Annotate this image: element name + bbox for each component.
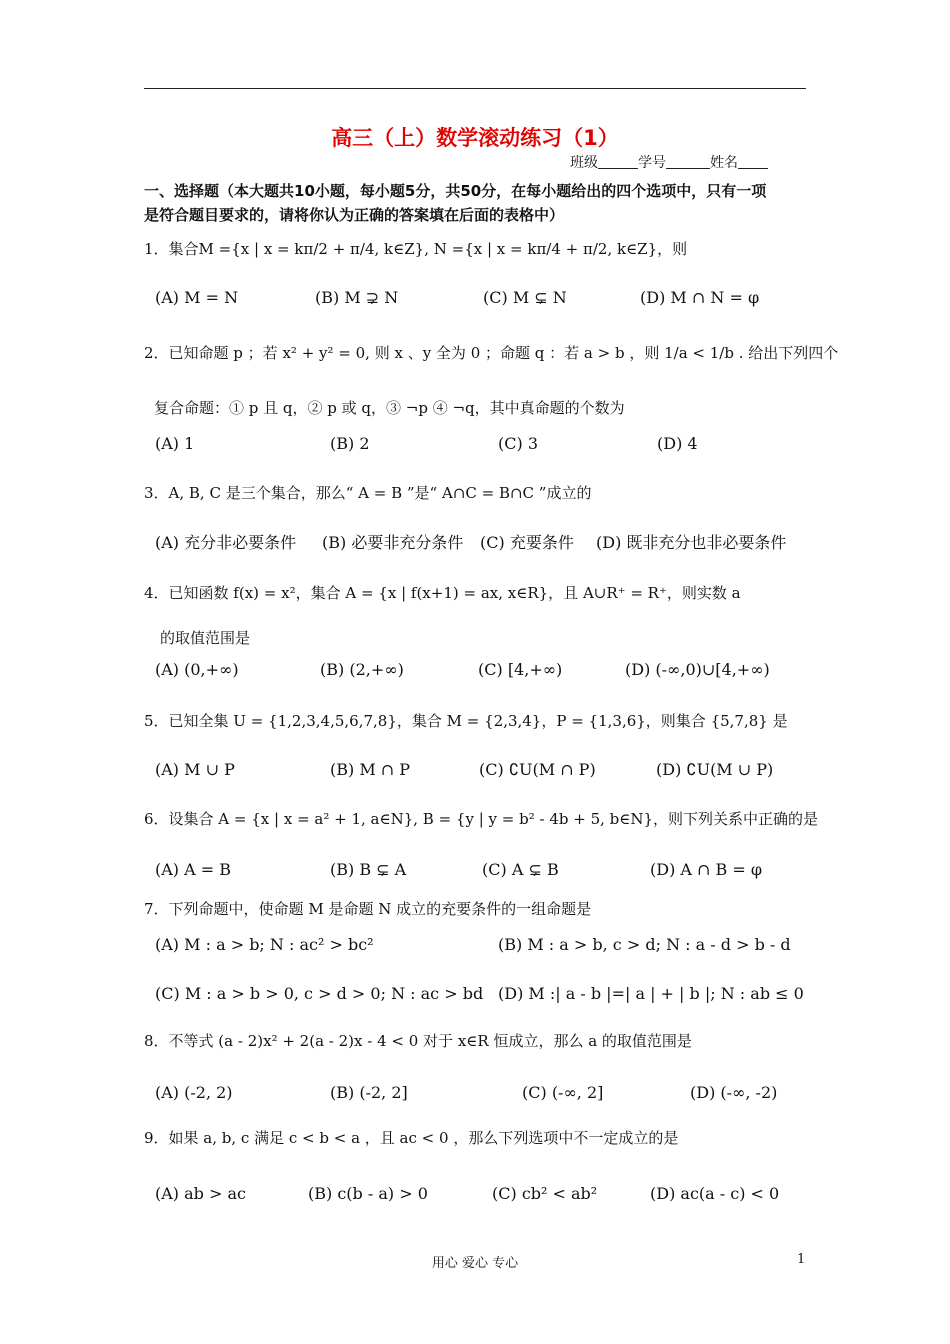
page-number: 1 [797, 1252, 806, 1267]
question-1-option-b[interactable]: (B) M ⊋ N [315, 288, 399, 307]
question-9-option-d[interactable]: (D) ac(a - c) < 0 [650, 1184, 780, 1203]
question-2-option-d[interactable]: (D) 4 [657, 434, 698, 453]
question-5-option-a[interactable]: (A) M ∪ P [155, 760, 235, 779]
question-3-option-d[interactable]: (D) 既非充分也非必要条件 [596, 533, 787, 552]
number-blank[interactable] [666, 154, 710, 169]
question-9-option-c[interactable]: (C) cb² < ab² [492, 1184, 598, 1203]
question-6-option-b[interactable]: (B) B ⊊ A [330, 860, 407, 879]
question-8-option-a[interactable]: (A) (-2, 2) [155, 1083, 233, 1102]
section-instruction-line2: 是符合题目要求的，请将你认为正确的答案填在后面的表格中） [144, 206, 565, 224]
question-5-option-b[interactable]: (B) M ∩ P [330, 760, 411, 779]
question-8-option-d[interactable]: (D) (-∞, -2) [690, 1083, 778, 1102]
question-5-option-c[interactable]: (C) ∁U(M ∩ P) [479, 760, 596, 779]
question-7-option-d[interactable]: (D) M :| a - b |=| a | + | b |; N : ab ≤ 0 [498, 984, 804, 1003]
question-5-option-d[interactable]: (D) ∁U(M ∪ P) [656, 760, 774, 779]
name-blank[interactable] [738, 154, 768, 169]
question-2-option-c[interactable]: (C) 3 [498, 434, 538, 453]
question-1-option-c[interactable]: (C) M ⊊ N [483, 288, 567, 307]
question-3-option-b[interactable]: (B) 必要非充分条件 [322, 533, 464, 552]
question-2-option-a[interactable]: (A) 1 [155, 434, 195, 453]
question-2-stem-line1: 2．已知命题 p ；若 x² + y² = 0, 则 x 、y 全为 0 ；命题 q ：若 a > b ，则 1/a < 1/b . 给出下列四个 [144, 344, 839, 362]
question-1-option-a[interactable]: (A) M = N [155, 288, 239, 307]
question-6-option-a[interactable]: (A) A = B [155, 860, 232, 879]
question-6-option-d[interactable]: (D) A ∩ B = φ [650, 860, 763, 879]
question-9-option-b[interactable]: (B) c(b - a) > 0 [308, 1184, 428, 1203]
question-4-stem-line2: 的取值范围是 [160, 629, 251, 647]
header-rule [144, 88, 806, 89]
question-3-option-a[interactable]: (A) 充分非必要条件 [155, 533, 297, 552]
name-label: 姓名 [710, 155, 738, 171]
question-3-option-c[interactable]: (C) 充要条件 [480, 533, 574, 552]
question-6-option-c[interactable]: (C) A ⊊ B [482, 860, 559, 879]
question-4-option-d[interactable]: (D) (-∞,0)∪[4,+∞) [625, 660, 770, 679]
question-5-stem: 5．已知全集 U = {1,2,3,4,5,6,7,8}，集合 M = {2,3,4}，P = {1,3,6}，则集合 {5,7,8} 是 [144, 712, 788, 730]
question-2-option-b[interactable]: (B) 2 [330, 434, 370, 453]
question-8-option-c[interactable]: (C) (-∞, 2] [522, 1083, 604, 1102]
question-4-option-a[interactable]: (A) (0,+∞) [155, 660, 239, 679]
question-4-option-c[interactable]: (C) [4,+∞) [478, 660, 563, 679]
question-9-stem: 9．如果 a, b, c 满足 c < b < a ，且 ac < 0 ，那么下列选项中不一定成立的是 [144, 1129, 679, 1147]
question-7-option-b[interactable]: (B) M : a > b, c > d; N : a - d > b - d [498, 935, 791, 954]
question-1-option-d[interactable]: (D) M ∩ N = φ [640, 288, 760, 307]
question-1-stem: 1．集合M ={x | x = kπ/2 + π/4, k∈Z}, N ={x | x = kπ/4 + π/2, k∈Z}，则 [144, 240, 688, 258]
page-footer: 用心 爱心 专心 [431, 1256, 519, 1271]
student-info-line [570, 152, 768, 172]
question-8-option-b[interactable]: (B) (-2, 2] [330, 1083, 408, 1102]
number-label: 学号 [638, 155, 666, 171]
question-7-option-a[interactable]: (A) M : a > b; N : ac² > bc² [155, 935, 374, 954]
question-2-stem-line2: 复合命题：① p 且 q，② p 或 q，③ ¬p ④ ¬q，其中真命题的个数为 [154, 399, 625, 417]
section-instruction-line1: 一、选择题（本大题共10小题，每小题5分，共50分，在每小题给出的四个选项中，只有一项 [144, 182, 767, 200]
class-label: 班级 [570, 155, 598, 171]
question-9-option-a[interactable]: (A) ab > ac [155, 1184, 246, 1203]
question-4-stem-line1: 4．已知函数 f(x) = x²，集合 A = {x | f(x+1) = ax, x∈R}，且 A∪R⁺ = R⁺，则实数 a [144, 584, 741, 602]
question-3-stem: 3．A, B, C 是三个集合，那么“ A = B ”是“ A∩C = B∩C ”成立的 [144, 484, 592, 502]
question-8-stem: 8．不等式 (a - 2)x² + 2(a - 2)x - 4 < 0 对于 x∈R 恒成立，那么 a 的取值范围是 [144, 1032, 692, 1050]
question-6-stem: 6．设集合 A = {x | x = a² + 1, a∈N}, B = {y | y = b² - 4b + 5, b∈N}，则下列关系中正确的是 [144, 810, 819, 828]
class-blank[interactable] [598, 154, 638, 169]
question-7-stem: 7．下列命题中，使命题 M 是命题 N 成立的充要条件的一组命题是 [144, 900, 592, 918]
question-4-option-b[interactable]: (B) (2,+∞) [320, 660, 404, 679]
question-7-option-c[interactable]: (C) M : a > b > 0, c > d > 0; N : ac > bd [155, 984, 484, 1003]
page-title: 高三（上）数学滚动练习（1） [331, 126, 619, 150]
